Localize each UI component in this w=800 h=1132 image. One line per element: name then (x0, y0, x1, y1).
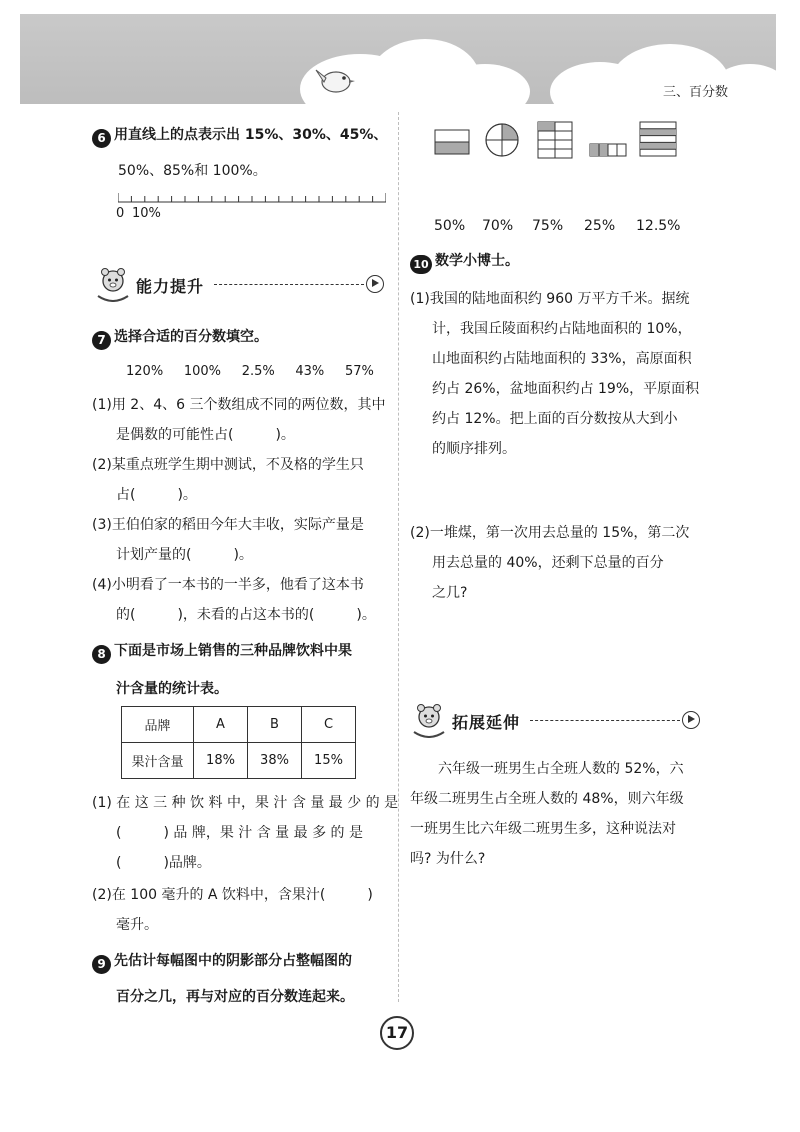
q10-p1-line: 约占 26%，盆地面积约占 19%，平原面积 (432, 381, 700, 397)
q7-line: 占( )。 (116, 487, 197, 503)
table-row (122, 707, 356, 743)
bird-icon (312, 58, 358, 98)
extension-line: 年级二班男生占全班人数的 48%，则六年级 (410, 791, 684, 807)
extension-line: 吗? 为什么? (410, 851, 486, 867)
option: 120% (126, 364, 164, 379)
section-title: 能力提升 (136, 277, 205, 296)
q6-number: 6 (92, 129, 111, 148)
q10-title: 10 数学小博士。 (410, 250, 519, 274)
q10-number: 10 (410, 255, 432, 274)
q9-line2: 百分之几，再与对应的百分数连起来。 (116, 989, 354, 1005)
percent-label: 25% (584, 218, 616, 234)
q7-line: (3)王伯伯家的稻田今年大丰收，实际产量是 (92, 517, 364, 533)
figure-rect-half (435, 130, 469, 154)
figure-grid-eight (538, 122, 572, 158)
q9-line1: 9 先估计每幅图中的阴影部分占整幅图的 (92, 950, 352, 974)
play-icon (366, 275, 384, 293)
q10-p1-line: 计，我国丘陵面积约占陆地面积的 10%， (432, 321, 692, 337)
shaded-figures (434, 120, 680, 160)
table-cell: B (248, 707, 302, 743)
q8-line: (1) 在 这 三 种 饮 料 中，果 汁 含 量 最 少 的 是 (92, 795, 399, 811)
axis-zero-label: 0 (116, 206, 125, 221)
q10-p1-line: (1)我国的陆地面积约 960 万平方千米。据统 (410, 291, 690, 307)
q7-line: 是偶数的可能性占( )。 (116, 427, 295, 443)
q7-title: 7 选择合适的百分数填空。 (92, 326, 268, 350)
table-cell: A (194, 707, 248, 743)
q10-p2-line: 用去总量的 40%，还剩下总量的百分 (432, 555, 664, 571)
q7-number: 7 (92, 331, 111, 350)
q8-line: 毫升。 (116, 917, 158, 933)
section-banner-extension (412, 702, 702, 742)
q6-line1: 6 用直线上的点表示出 15%、30%、45%、 (92, 124, 387, 148)
table-cell: 果汁含量 (122, 743, 194, 779)
table-row (122, 743, 356, 779)
q8-line1: 8 下面是市场上销售的三种品牌饮料中果 (92, 640, 352, 664)
table-cell: C (302, 707, 356, 743)
percent-label: 12.5% (636, 218, 681, 234)
figure-circle-quarters (486, 124, 518, 156)
option: 2.5% (241, 364, 275, 379)
q10-p1-line: 约占 12%。把上面的百分数按从大到小 (432, 411, 678, 427)
juice-table (121, 706, 356, 779)
q6-line2: 50%、85%和 100%。 (118, 163, 267, 179)
q10-p1-line: 山地面积约占陆地面积的 33%，高原面积 (432, 351, 692, 367)
q8-line: ( ) 品 牌，果 汁 含 量 最 多 的 是 (116, 825, 363, 841)
column-divider (398, 112, 399, 1002)
table-cell: 品牌 (122, 707, 194, 743)
q7-line: (2)某重点班学生期中测试，不及格的学生只 (92, 457, 364, 473)
section-title: 拓展延伸 (452, 713, 521, 732)
percent-label: 50% (434, 218, 466, 234)
q8-line2: 汁含量的统计表。 (116, 681, 228, 697)
q7-line: 计划产量的( )。 (116, 547, 253, 563)
option: 100% (183, 364, 222, 379)
q9-number: 9 (92, 955, 111, 974)
extension-line: 六年级一班男生占全班人数的 52%，六 (438, 761, 684, 777)
q7-line: 的( )，未看的占这本书的( )。 (116, 607, 376, 623)
percent-label: 70% (482, 218, 514, 234)
section-banner-ability (96, 266, 386, 306)
figure-strip-four (590, 144, 626, 156)
table-cell: 15% (302, 743, 356, 779)
table-cell: 18% (194, 743, 248, 779)
q7-line: (1)用 2、4、6 三个数组成不同的两位数，其中 (92, 397, 386, 413)
table-cell: 38% (248, 743, 302, 779)
chapter-label: 三、百分数 (662, 85, 728, 100)
q8-number: 8 (92, 645, 111, 664)
banner-dashes (530, 720, 680, 721)
q10-p2-line: 之几? (432, 585, 468, 601)
q7-line: (4)小明看了一本书的一半多，他看了这本书 (92, 577, 364, 593)
q8-line: (2)在 100 毫升的 A 饮料中，含果汁( ) (92, 887, 373, 903)
q7-options (126, 364, 374, 379)
option: 57% (344, 364, 374, 379)
mascot-icon (96, 266, 130, 302)
axis-ten-label: 10% (132, 206, 161, 221)
q10-p1-line: 的顺序排列。 (432, 441, 516, 457)
percent-label: 75% (532, 218, 564, 234)
extension-line: 一班男生比六年级二班男生多，这种说法对 (410, 821, 676, 837)
option: 43% (295, 364, 325, 379)
banner-dashes (214, 284, 364, 285)
page-number: 17 (380, 1016, 414, 1050)
mascot-icon (412, 702, 446, 738)
figure-stripes (640, 122, 676, 156)
q8-line: ( )品牌。 (116, 855, 211, 871)
q10-p2-line: (2)一堆煤，第一次用去总量的 15%，第二次 (410, 525, 690, 541)
play-icon (682, 711, 700, 729)
